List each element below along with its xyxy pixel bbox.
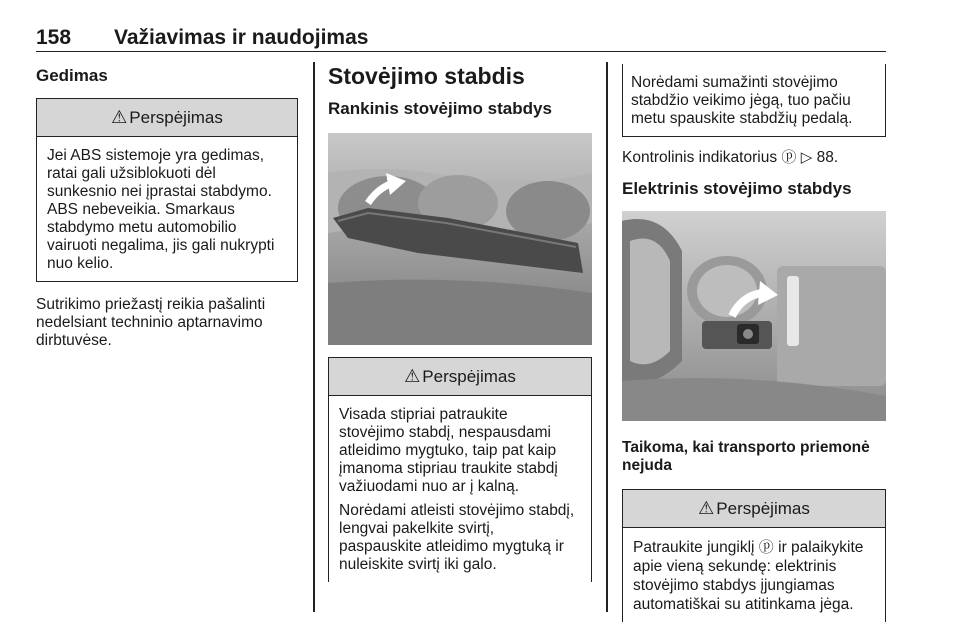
warning-text: [623, 528, 885, 622]
subsection-heading: Rankinis stovėjimo stabdys: [328, 99, 552, 118]
indicator-text: Kontrolinis indikatorius: [622, 149, 778, 166]
warning-header: [329, 358, 591, 396]
text-line: sunkesnio nei įprastai stabdymo.: [47, 183, 272, 200]
handbrake-illustration: [328, 133, 592, 345]
text-line: dirbtuvėse.: [36, 332, 112, 349]
subsection-heading: [622, 439, 886, 475]
warning-title: Perspėjimas: [422, 366, 516, 386]
parking-brake-indicator-icon: ⓟ: [781, 149, 797, 166]
text-line: metu spauskite stabdžių pedalą.: [631, 110, 853, 127]
text-line: ABS nebeveikia. Smarkaus: [47, 201, 235, 218]
text-line: Norėdami sumažinti stovėjimo: [631, 74, 838, 91]
text-line: nedelsiant techninio aptarnavimo: [36, 314, 263, 331]
text-line: nejuda: [622, 457, 672, 474]
text-line: atleidimo mygtuko, taip pat kaip: [339, 442, 557, 459]
subsection-heading: Elektrinis stovėjimo stabdys: [622, 179, 852, 198]
parking-brake-switch-icon: ⓟ: [758, 539, 774, 556]
text-line: stovėjimo stabdys įjungiamas: [633, 577, 835, 594]
column-2: [328, 62, 592, 582]
column-divider-1: [313, 62, 315, 612]
text-line: įmanoma stipriau traukite stabdį: [339, 460, 558, 477]
warning-text: [37, 137, 297, 281]
text-segment: Patraukite jungiklį: [633, 539, 755, 556]
text-line: nuleiskite svirtį iki galo.: [339, 556, 497, 573]
page-header: [36, 26, 886, 52]
text-segment: ir palaikykite: [778, 539, 864, 556]
text-line: stabdžio veikimo jėgą, tuo pačiu: [631, 92, 851, 109]
section-heading: Gedimas: [36, 66, 108, 85]
column-divider-2: [606, 62, 608, 612]
text-line: Sutrikimo priežastį reikia pašalinti: [36, 296, 266, 313]
warning-header: [37, 99, 297, 137]
page-reference: 88.: [816, 149, 839, 166]
text-line: stabdymo metu automobilio: [47, 219, 237, 236]
column-3: [622, 64, 886, 622]
warning-box: [36, 98, 298, 282]
text-line: apie vieną sekundę: elektrinis: [633, 558, 837, 575]
text-line: ratai gali užsiblokuoti dėl: [47, 165, 216, 182]
body-paragraph: [36, 296, 298, 350]
text-line: Visada stipriai patraukite: [339, 406, 508, 423]
warning-box: [328, 357, 592, 582]
warning-triangle-icon: ⚠: [404, 366, 421, 386]
text-line: Taikoma, kai transporto priemonė: [622, 439, 870, 456]
warning-title: Perspėjimas: [129, 107, 223, 127]
page-reference-arrow-icon: ▷: [800, 149, 813, 166]
text-line: Norėdami atleisti stovėjimo stabdį,: [339, 502, 575, 519]
text-line: stovėjimo stabdį, nespausdami: [339, 424, 551, 441]
text-line: lengvai pakelkite svirtį,: [339, 520, 495, 537]
electric-brake-photo: [622, 211, 886, 421]
handbrake-photo: [328, 133, 592, 345]
text-line: [633, 538, 875, 557]
section-heading: Stovėjimo stabdis: [328, 63, 525, 89]
text-line: nuo kelio.: [47, 255, 114, 272]
text-line: automatiškai su atitinkama jėga.: [633, 596, 854, 613]
text-line: vairuoti negalima, jis gali nukrypti: [47, 237, 275, 254]
warning-text: [329, 396, 591, 582]
page-number: 158: [36, 26, 72, 49]
electric-brake-illustration: [622, 211, 886, 421]
text-line: važiuodami nuo ar į kalną.: [339, 478, 520, 495]
warning-header: [623, 490, 885, 528]
warning-triangle-icon: ⚠: [698, 498, 715, 518]
chapter-title: Važiavimas ir naudojimas: [114, 26, 369, 49]
warning-triangle-icon: ⚠: [111, 107, 128, 127]
text-line: paspauskite atleidimo mygtuką ir: [339, 538, 564, 555]
indicator-reference: [622, 149, 886, 167]
warning-box: [622, 489, 886, 622]
warning-title: Perspėjimas: [716, 498, 810, 518]
column-1: [36, 62, 298, 350]
text-line: Jei ABS sistemoje yra gedimas,: [47, 147, 265, 164]
note-box: [622, 64, 886, 137]
